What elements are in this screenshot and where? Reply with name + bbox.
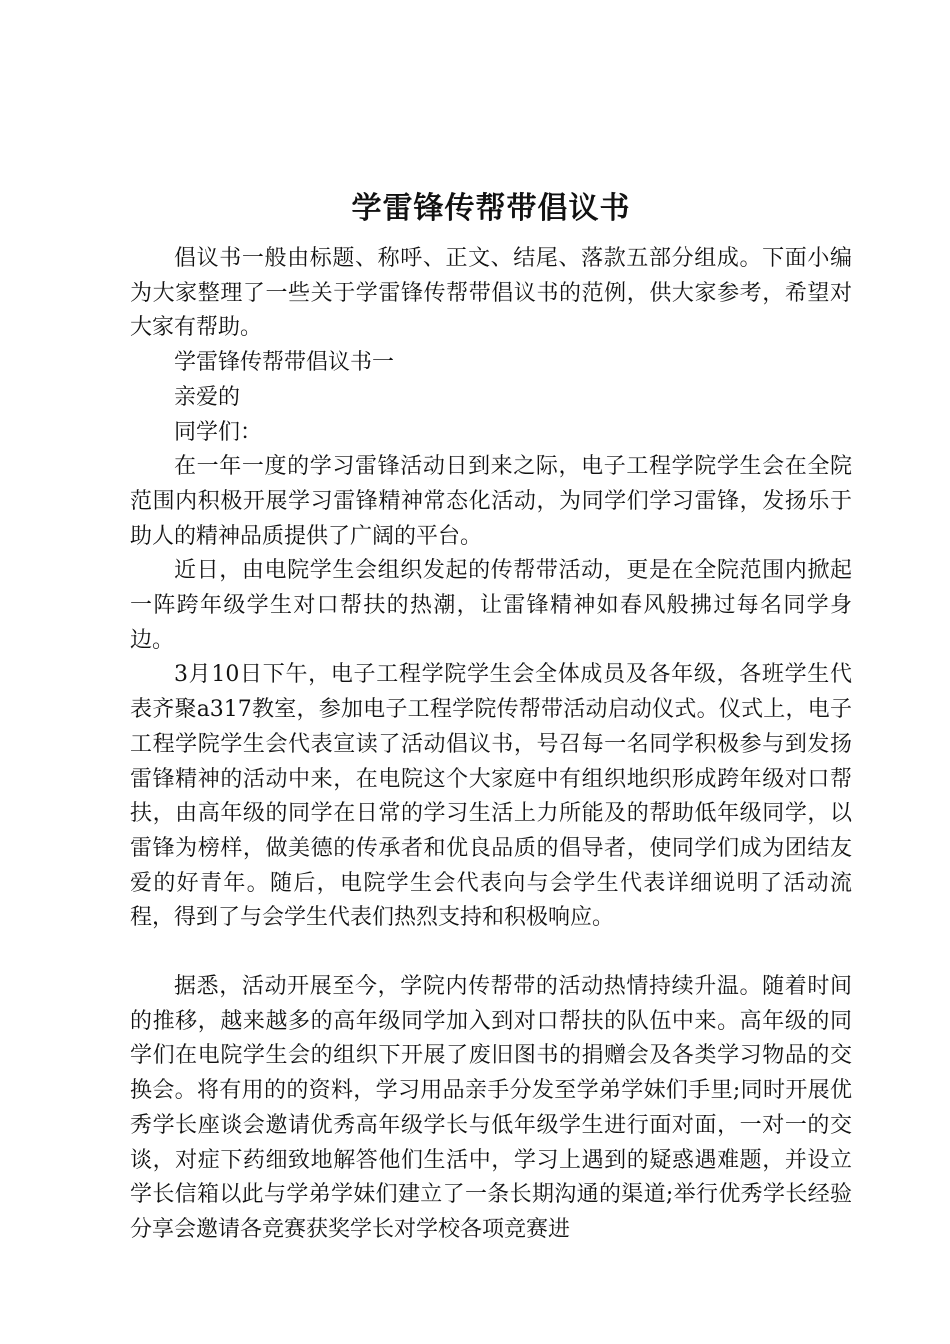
body-paragraph-1: 在一年一度的学习雷锋活动日到来之际，电子工程学院学生会在全院范围内积极开展学习雷锋精神常态化活动，为同学们学习雷锋，发扬乐于助人的精神品质提供了广阔的平台。 [130, 454, 852, 549]
intro-paragraph: 倡议书一般由标题、称呼、正文、结尾、落款五部分组成。下面小编为大家整理了一些关于学雷锋传帮带倡议书的范例，供大家参考，希望对大家有帮助。 [130, 246, 852, 341]
body-paragraph-4: 据悉，活动开展至今，学院内传帮带的活动热情持续升温。随着时间的推移，越来越多的高年级同学加入到对口帮扶的队伍中来。高年级的同学们在电院学生会的组织下开展了废旧图书的捐赠会及各类学习物品的交换会。将有用的的资料，学习用品亲手分发至学弟学妹们手里;同时开展优秀学长座谈会邀请优秀高年级学长与低年级学生进行面对面，一对一的交谈，对症下药细致地解答他们生活中，学习上遇到的疑惑遇难题，并设立学长信箱以此与学弟学妹们建立了一条长期沟通的渠道;举行优秀学长经验分享会邀请各竞赛获奖学长对学校各项竞赛进 [130, 974, 852, 1242]
body-paragraph-2: 近日，由电院学生会组织发起的传帮带活动，更是在全院范围内掀起一阵跨年级学生对口帮扶的热潮，让雷锋精神如春风般拂过每名同学身边。 [130, 558, 852, 653]
greeting-line-2: 同学们： [174, 419, 263, 445]
paragraph-gap [130, 936, 852, 970]
greeting-line-1: 亲爱的 [174, 384, 241, 410]
document-title: 学雷锋传帮带倡议书 [351, 191, 631, 226]
subtitle-line: 学雷锋传帮带倡议书一 [174, 350, 395, 376]
body-paragraph-3: 3月10日下午，电子工程学院学生会全体成员及各年级，各班学生代表齐聚a317教室，参加电子工程学院传帮带活动启动仪式。仪式上，电子工程学院学生会代表宣读了活动倡议书，号召每一名同学积极参与到发扬雷锋精神的活动中来，在电院这个大家庭中有组织地织形成跨年级对口帮扶，由高年级的同学在日常的学习生活上力所能及的帮助低年级同学，以雷锋为榜样，做美德的传承者和优良品质的倡导者，使同学们成为团结友爱的好青年。随后，电院学生会代表向与会学生代表详细说明了活动流程，得到了与会学生代表们热烈支持和积极响应。 [130, 662, 852, 931]
document-body [130, 184, 852, 1248]
